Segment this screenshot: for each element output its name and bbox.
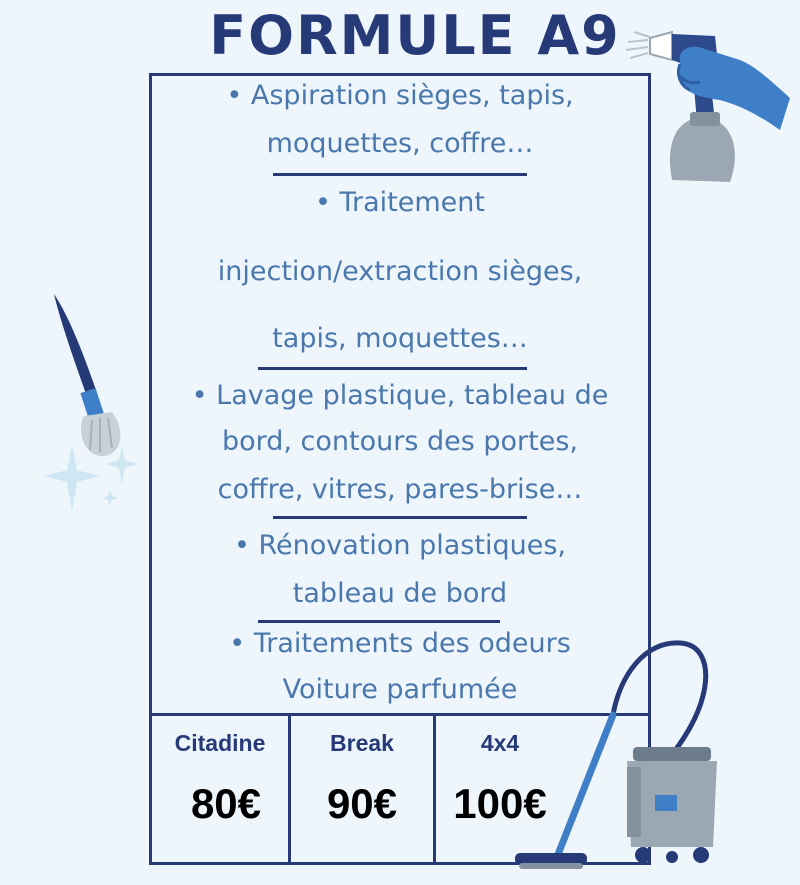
- service-line: • Traitements des odeurs: [229, 628, 571, 659]
- separator: [258, 620, 500, 623]
- service-line: • Rénovation plastiques,: [234, 530, 566, 561]
- service-line: Voiture parfumée: [282, 674, 518, 705]
- service-line: moquettes, coffre…: [266, 128, 534, 159]
- spray-bottle-icon: [620, 20, 800, 190]
- price-value-citadine: 80€: [190, 780, 262, 827]
- separator: [258, 367, 527, 370]
- service-line: coffre, vitres, pares-brise…: [217, 474, 583, 505]
- vacuum-cleaner-icon: [505, 635, 735, 875]
- separator: [273, 516, 527, 519]
- price-value-break: 90€: [326, 780, 398, 827]
- service-line: tableau de bord: [292, 578, 508, 609]
- separator: [273, 173, 527, 176]
- price-label-break: Break: [330, 730, 394, 756]
- service-line: • Aspiration sièges, tapis,: [226, 80, 574, 111]
- price-value-4x4: 100€: [453, 780, 547, 827]
- service-line: tapis, moquettes…: [272, 323, 528, 354]
- service-line: • Traitement: [315, 187, 485, 218]
- sparkle-icon: [40, 440, 150, 520]
- price-label-citadine: Citadine: [174, 730, 266, 756]
- price-label-4x4: 4x4: [480, 730, 520, 756]
- service-line: bord, contours des portes,: [221, 426, 579, 457]
- page-title: FORMULE A9: [209, 4, 621, 67]
- service-line: injection/extraction sièges,: [217, 256, 583, 287]
- service-line: • Lavage plastique, tableau de: [191, 380, 609, 411]
